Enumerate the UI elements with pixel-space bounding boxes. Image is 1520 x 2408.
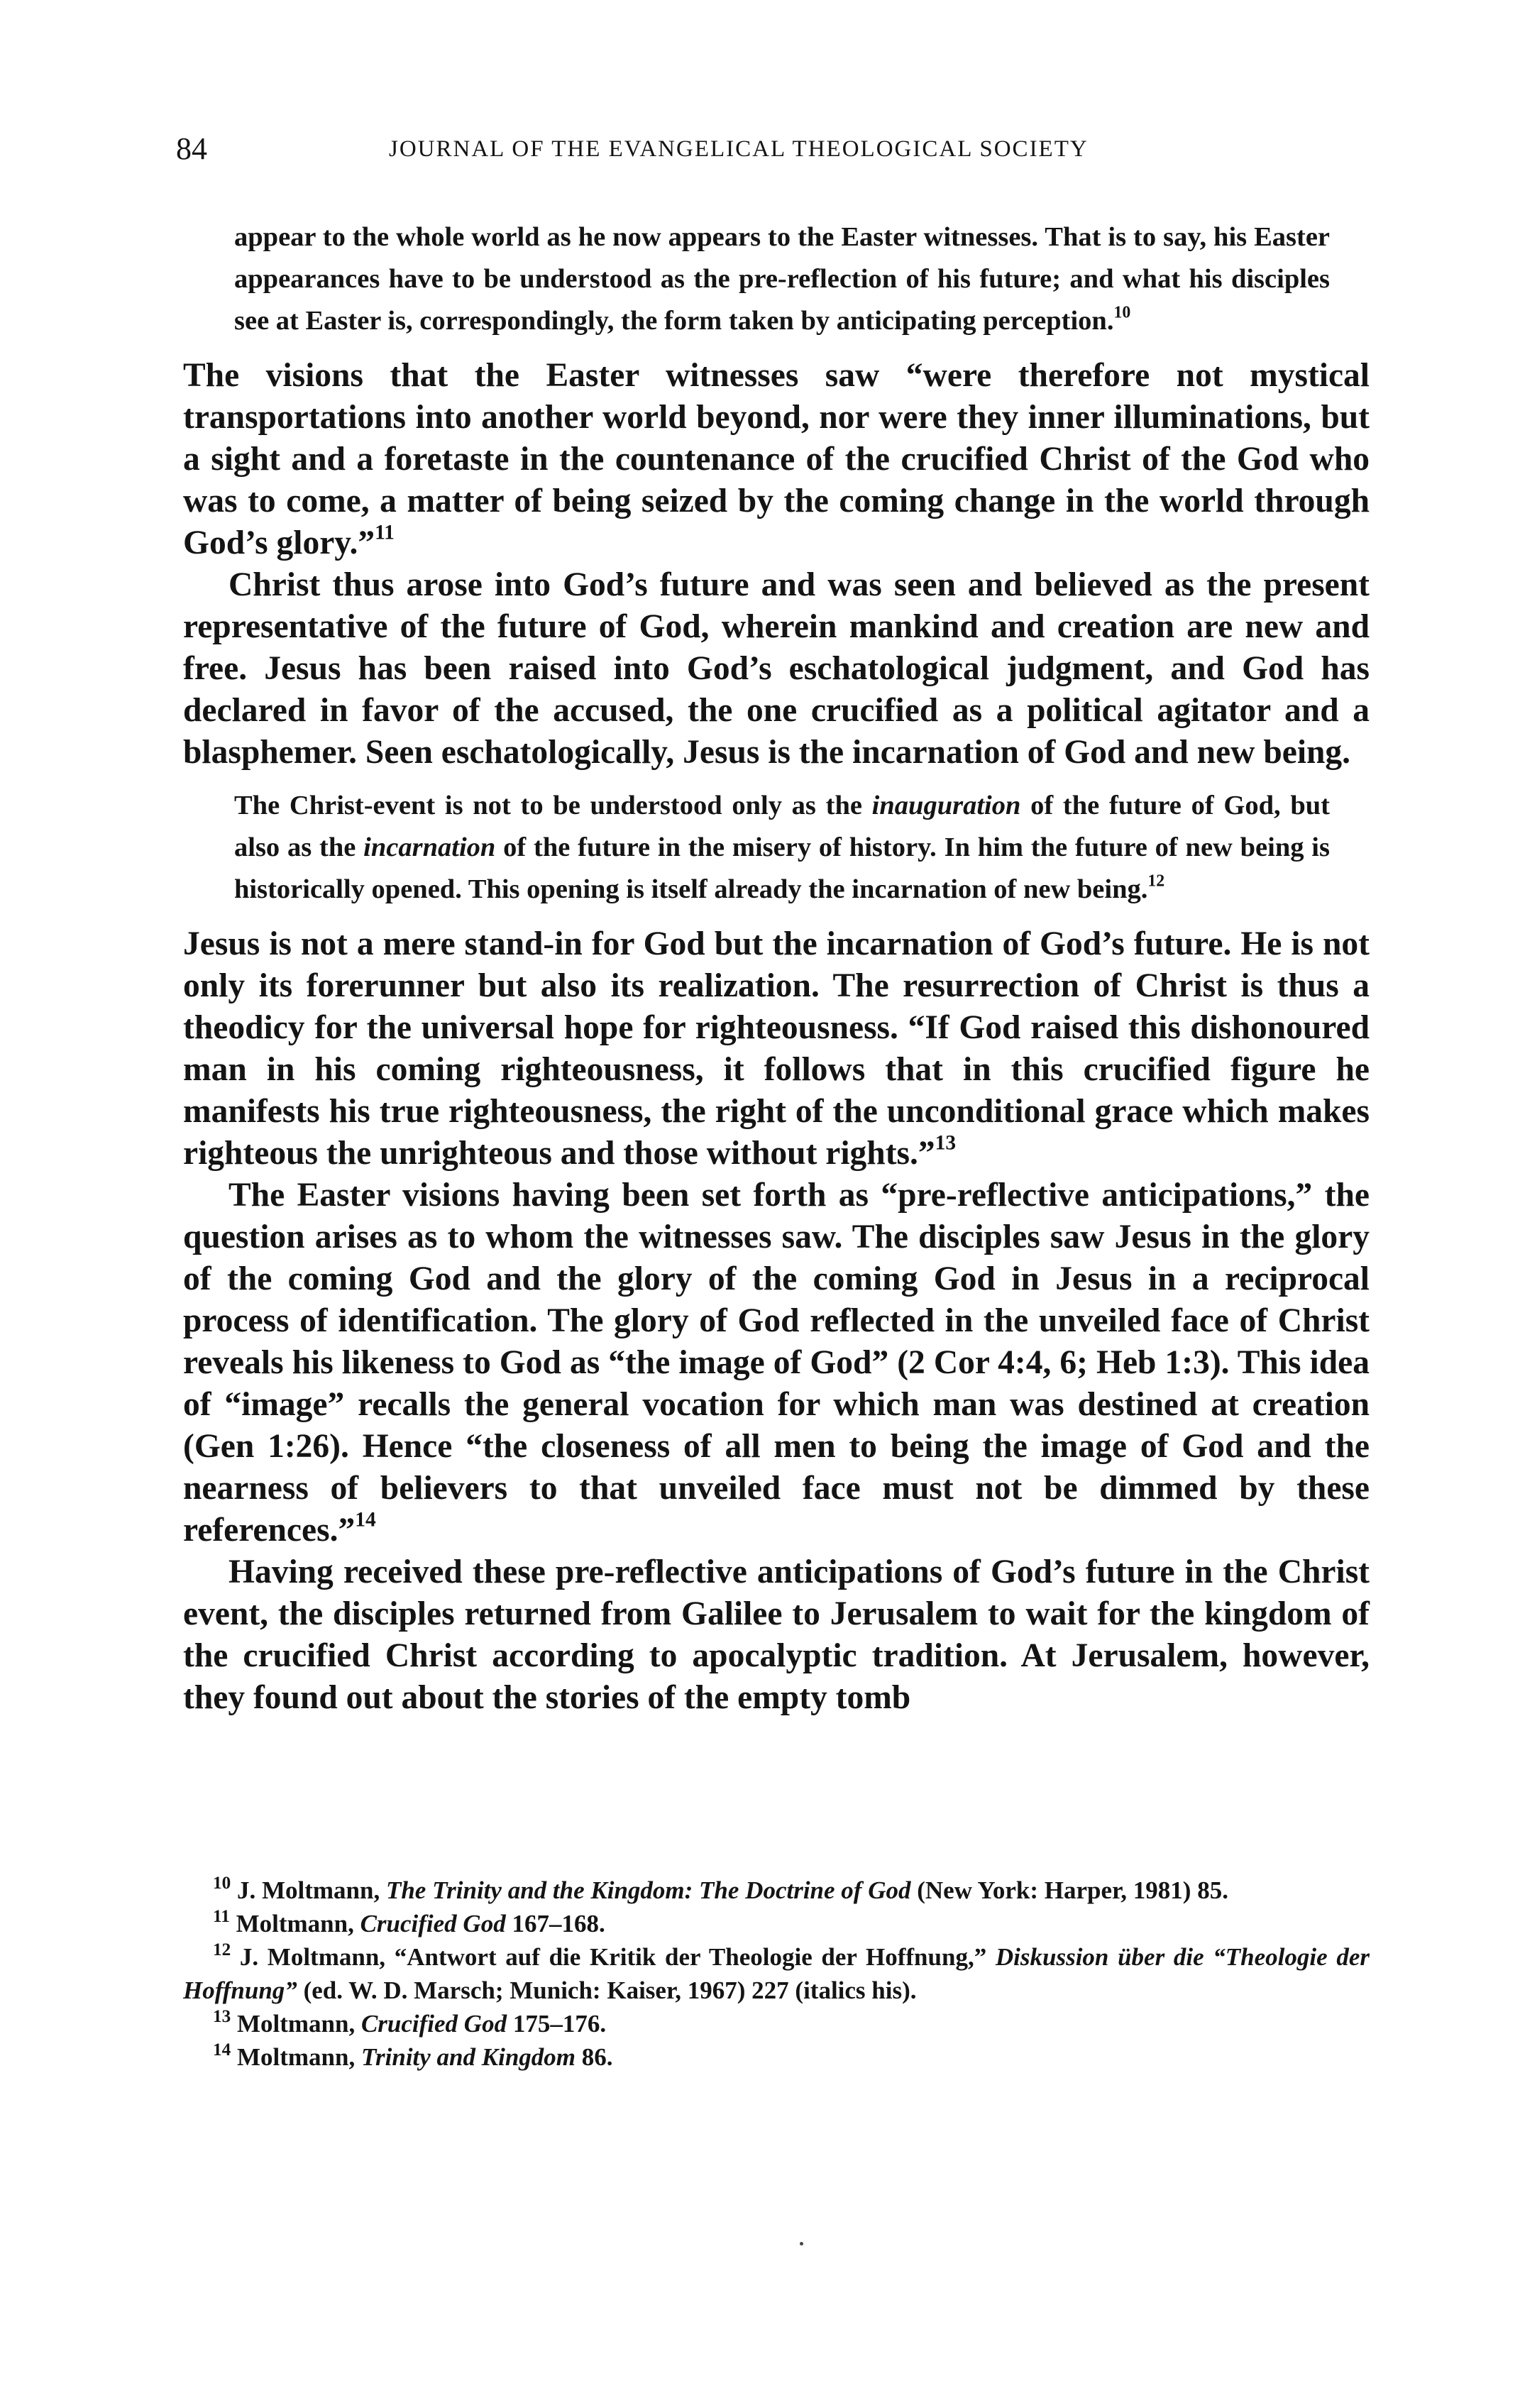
page-header: [176, 128, 1375, 170]
footnote-reference: 10: [1113, 303, 1131, 322]
footnote-text: Moltmann,: [236, 1910, 360, 1937]
footnote: [183, 2007, 1370, 2040]
paragraph: [183, 1551, 1370, 1719]
footnote-reference: 13: [935, 1131, 957, 1155]
italic-term: incarnation: [363, 832, 496, 862]
footnote-title: Crucified God: [360, 2010, 507, 2038]
running-head: JOURNAL OF THE EVANGELICAL THEOLOGICAL SOCIETY: [389, 136, 1089, 162]
paragraph: [183, 564, 1370, 774]
footnote-reference: 12: [1147, 872, 1165, 891]
footnotes: [183, 1874, 1370, 2074]
footnote: [183, 1874, 1370, 1907]
footnote-text: Moltmann,: [236, 2010, 361, 2038]
footnote: [183, 1907, 1370, 1940]
footnote-number: 11: [213, 1907, 230, 1927]
block-quote-text: of the future of God, but also as the: [234, 791, 1330, 862]
footnote-text: (New York: Harper, 1981) 85.: [910, 1876, 1228, 1904]
paragraph-text: Christ thus arose into God’s future and was seen and believed as the present representative of the future of God, wherein mankind and creation are new and free. Jesus has been raised into God’s eschatological judgment, and God has declared in favor of the accused, the one crucified as a political agitator and a blasphemer. Seen eschatologically, Jesus is the incarnation of God and new being.: [183, 566, 1370, 771]
paragraph: [183, 923, 1370, 1175]
footnote-number: 13: [213, 2007, 231, 2027]
page-number: 84: [176, 131, 207, 166]
paragraph-text: Jesus is not a mere stand-in for God but the incarnation of God’s future. He is not only its forerunner but also its realization. The resurrection of Christ is thus a theodicy for the universal hope for righteousness. “If God raised this dishonoured man in his coming righteousness, it follows that in this crucified figure he manifests his true righteousness, the right of the unconditional grace which makes righteous the unrighteous and those without rights.”: [183, 925, 1370, 1172]
footnote-text: J. Moltmann, “Antwort auf die Kritik der Theologie der Hoffnung,”: [239, 1943, 996, 1971]
block-quote-text: The Christ-event is not to be understood only as the: [234, 791, 872, 820]
paragraph-text: Having received these pre-reflective anticipations of God’s future in the Christ event, the disciples returned from Galilee to Jerusalem to wait for the kingdom of the crucified Christ according to apocalyptic tradition. At Jerusalem, however, they found out about the stories of the empty tomb: [183, 1554, 1370, 1716]
footnote-text: 175–176.: [507, 2010, 607, 2038]
footnote-reference: 11: [375, 521, 395, 544]
paragraph: [183, 1175, 1370, 1551]
italic-term: inauguration: [871, 791, 1021, 820]
block-quote: [234, 216, 1330, 342]
paragraph-text: The visions that the Easter witnesses saw “were therefore not mystical transportations into another world beyond, nor were they inner illuminations, but a sight and a foretaste in the countenance of the crucified Christ of the God who was to come, a matter of being seized by the coming change in the world through God’s glory.”: [183, 357, 1370, 561]
footnote-text: 167–168.: [505, 1910, 605, 1937]
footnote-title: Trinity and Kingdom: [360, 2043, 576, 2071]
block-quote-text: appear to the whole world as he now appears to the Easter witnesses. That is to say, his Easter appearances have to be understood as the pre-reflection of his future; and what his disciples see at Easter is, correspondingly, the form taken by anticipating perception.: [234, 222, 1330, 336]
footnote-text: J. Moltmann,: [236, 1876, 386, 1904]
footnote-number: 12: [213, 1940, 231, 1960]
footnote-number: 14: [213, 2040, 231, 2060]
paragraph: [183, 355, 1370, 564]
footnote-title: The Trinity and the Kingdom: The Doctrine of God: [385, 1876, 911, 1904]
footnote: [183, 1940, 1370, 2007]
footnote-reference: 14: [355, 1508, 376, 1532]
block-quote-text: of the future in the misery of history. In him the future of new being is historically opened. This opening is itself already the incarnation of new being.: [234, 832, 1330, 904]
block-quote: [234, 785, 1330, 911]
footnote-text: 86.: [575, 2043, 613, 2071]
footnote-text: (ed. W. D. Marsch; Munich: Kaiser, 1967) 227 (italics his).: [297, 1977, 917, 2004]
footnote: [183, 2040, 1370, 2074]
paragraph-text: The Easter visions having been set forth as “pre-reflective anticipations,” the question arises as to whom the witnesses saw. The disciples saw Jesus in the glory of the coming God and the glory of the coming God in Jesus in a reciprocal process of identification. The glory of God reflected in the unveiled face of Christ reveals his likeness to God as “the image of God” (2 Cor 4:4, 6; Heb 1:3). This idea of “image” recalls the general vocation for which man was destined at creation (Gen 1:26). Hence “the closeness of all men to being the image of God and the nearness of believers to that unveiled face must not be dimmed by these references.”: [183, 1177, 1370, 1549]
footnote-number: 10: [213, 1874, 231, 1893]
footnote-text: Moltmann,: [236, 2043, 361, 2071]
footnote-title: Crucified God: [360, 1910, 506, 1937]
footnote-title: Diskussion über die “Theologie der Hoffnung”: [183, 1943, 1370, 2004]
print-speck: [800, 2242, 803, 2245]
article-body: [183, 216, 1370, 1719]
